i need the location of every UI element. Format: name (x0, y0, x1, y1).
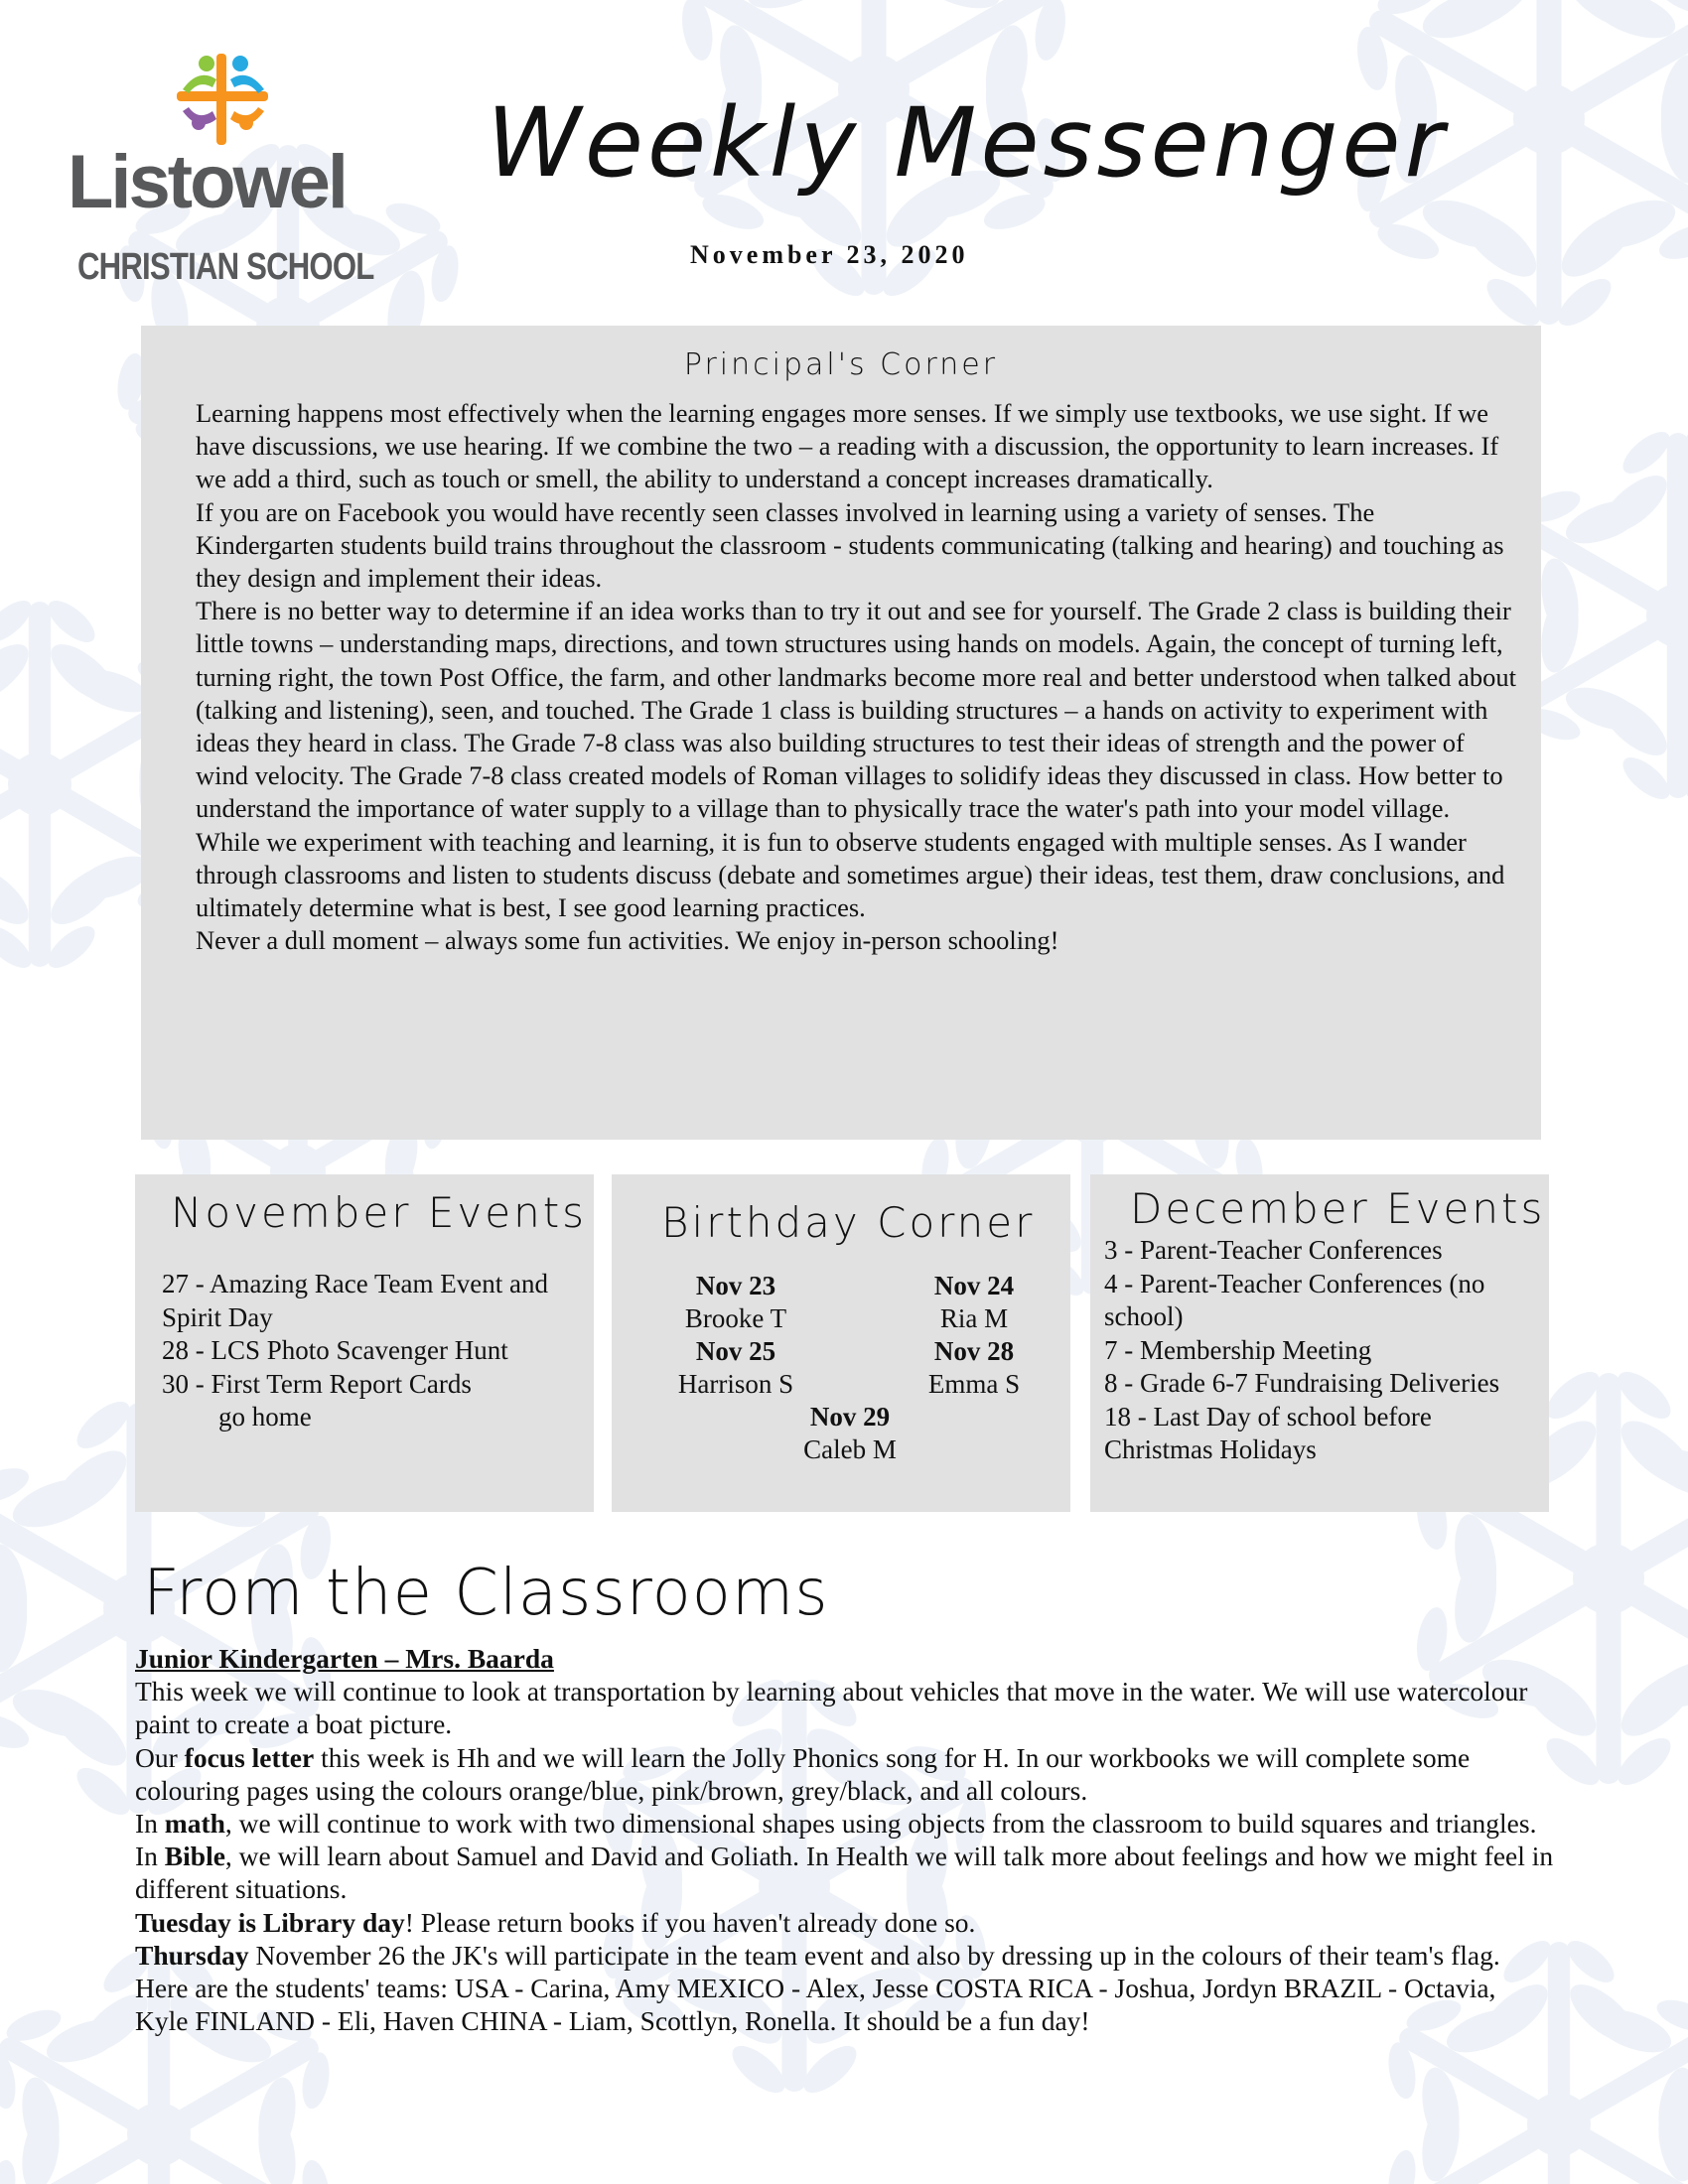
birthday-entry (850, 1270, 1068, 1335)
text-run: this week is Hh and we will learn the Jolly Phonics song for H. In our workbooks we will complete some colouring pages using the colours orange/blue, pink/brown, grey/black, and all colours. (135, 1741, 1471, 1806)
logo-name: Listowel (68, 140, 347, 224)
bold-text: math (164, 1808, 225, 1840)
birthday-name: Harrison S (677, 1369, 794, 1399)
jk-paragraph (135, 1741, 1555, 1807)
birthday-date: Nov 23 (695, 1271, 776, 1300)
bold-text: Tuesday is Library day (135, 1906, 405, 1938)
text-run: In (135, 1808, 165, 1840)
birthday-entry (632, 1401, 1068, 1466)
text-run: , we will learn about Samuel and David and Goliath. In Health we will talk more about feelings and how we might feel in different situations. (135, 1841, 1554, 1905)
december-events-list (1104, 1234, 1541, 1467)
december-events-box (1090, 1174, 1549, 1512)
birthday-corner-box (612, 1174, 1070, 1512)
november-events-list (162, 1268, 579, 1434)
logo-subtitle: CHRISTIAN SCHOOL (77, 246, 374, 288)
text-run: Our (135, 1741, 185, 1773)
november-events-box (135, 1174, 594, 1512)
birthday-date: Nov 29 (809, 1402, 891, 1432)
birthday-entry (632, 1270, 850, 1335)
principal-paragraph: If you are on Facebook you would have recently seen classes involved in learning using a variety of senses. The Kindergarten students build trains throughout the classroom - students communicating (talking and hearing) and touching as they design and implement their ideas. (196, 496, 1504, 594)
jk-heading: Junior Kindergarten – Mrs. Baarda (135, 1643, 554, 1674)
birthday-corner-heading: Birthday Corner (661, 1198, 1036, 1247)
principals-corner-box (141, 326, 1541, 1140)
birthday-name: Emma S (927, 1369, 1021, 1399)
classrooms-title: From the Classrooms (143, 1557, 829, 1630)
event-item: 27 - Amazing Race Team Event and Spirit Day (162, 1269, 548, 1332)
birthday-date: Nov 24 (933, 1271, 1015, 1300)
event-item: 8 - Grade 6-7 Fundraising Deliveries (1104, 1368, 1500, 1398)
bold-text: Bible (164, 1841, 225, 1872)
jk-paragraph: This week we will continue to look at transportation by learning about vehicles that move in the water. We will use watercolour paint to create a boat picture. (135, 1676, 1528, 1740)
birthday-name: Caleb M (803, 1434, 897, 1464)
principal-paragraph: There is no better way to determine if an idea works than to try it out and see for yourself. The Grade 2 class is building their little towns – understanding maps, directions, and town structures using hands on models. Again, the concept of turning left, turning right, the town Post Office, the farm, and other landmarks become more real and better understood when talked about (talking and listening), seen, and touched. The Grade 1 class is building structures – a hands on activity to experiment with ideas they heard in class. The Grade 7-8 class was also building structures to test their ideas of strength and the power of wind velocity. The Grade 7-8 class created models of Roman villages to solidify ideas they discussed in class. How better to understand the importance of water supply to a village than to physically trace the water's path into your model village. (196, 596, 1517, 824)
birthday-date: Nov 25 (695, 1336, 776, 1366)
birthday-name: Brooke T (684, 1303, 787, 1333)
principal-paragraph: While we experiment with teaching and learning, it is fun to observe students engaged with multiple senses. As I wander through classrooms and listen to students discuss (debate and sometimes argue) their ideas, test them, draw conclusions, and ultimately determine what is best, I see good learning practices. (196, 826, 1505, 923)
school-logo (60, 50, 374, 288)
event-item: 3 - Parent-Teacher Conferences (1104, 1235, 1443, 1265)
birthday-date: Nov 28 (933, 1336, 1015, 1366)
text-run: November 26 the JK's will participate in the team event and also by dressing up in the colours of their team's flag. Here are the students' teams: USA - Carina, Amy MEXICO - Alex, Jesse COSTA RICA - Joshua, Jordyn BRAZIL - Octavia, Kyle FINLAND - Eli, Haven CHINA - Liam, Scottlyn, Ronella. It should be a fun day! (135, 1939, 1500, 2037)
event-item-text: 30 - First Term Report Cards (162, 1368, 472, 1399)
principal-paragraph: Learning happens most effectively when the learning engages more senses. If we simply use textbooks, we use sight. If we have discussions, we use hearing. If we combine the two – a reading with a discussion, the opportunity to learn increases. If we add a third, such as touch or smell, the ability to understand a concept increases dramatically. (196, 398, 1499, 494)
bold-text: Thursday (135, 1939, 249, 1971)
newsletter-title: Weekly Messenger (487, 87, 1448, 199)
principals-corner-body (196, 397, 1516, 957)
event-item: 28 - LCS Photo Scavenger Hunt (162, 1335, 508, 1365)
birthday-list (632, 1270, 1068, 1466)
text-run: In (135, 1841, 165, 1872)
jk-paragraph (135, 1807, 1555, 1840)
jk-paragraph (135, 1939, 1555, 2038)
birthday-name: Ria M (939, 1303, 1009, 1333)
jk-paragraph (135, 1906, 1555, 1939)
birthday-entry (632, 1335, 850, 1401)
principal-paragraph: Never a dull moment – always some fun activities. We enjoy in-person schooling! (196, 925, 1059, 956)
classrooms-body (135, 1642, 1555, 2037)
birthday-entry (850, 1335, 1068, 1401)
principals-corner-heading: Principal's Corner (683, 347, 999, 382)
event-item: 7 - Membership Meeting (1104, 1334, 1372, 1365)
november-events-heading: November Events (171, 1188, 588, 1237)
december-events-heading: December Events (1130, 1184, 1546, 1233)
jk-paragraph (135, 1840, 1555, 1905)
bold-text: focus letter (184, 1741, 315, 1773)
event-item: 4 - Parent-Teacher Conferences (no school) (1104, 1268, 1485, 1331)
event-item-continuation: go home (218, 1402, 312, 1432)
text-run: , we will continue to work with two dimensional shapes using objects from the classroom to build squares and triangles. (224, 1808, 1537, 1840)
logo-figures-icon (169, 50, 278, 149)
event-item: 18 - Last Day of school before Christmas Holidays (1104, 1401, 1432, 1464)
issue-date: November 23, 2020 (690, 240, 969, 269)
event-item (162, 1368, 579, 1434)
text-run: ! Please return books if you haven't already done so. (404, 1906, 976, 1938)
